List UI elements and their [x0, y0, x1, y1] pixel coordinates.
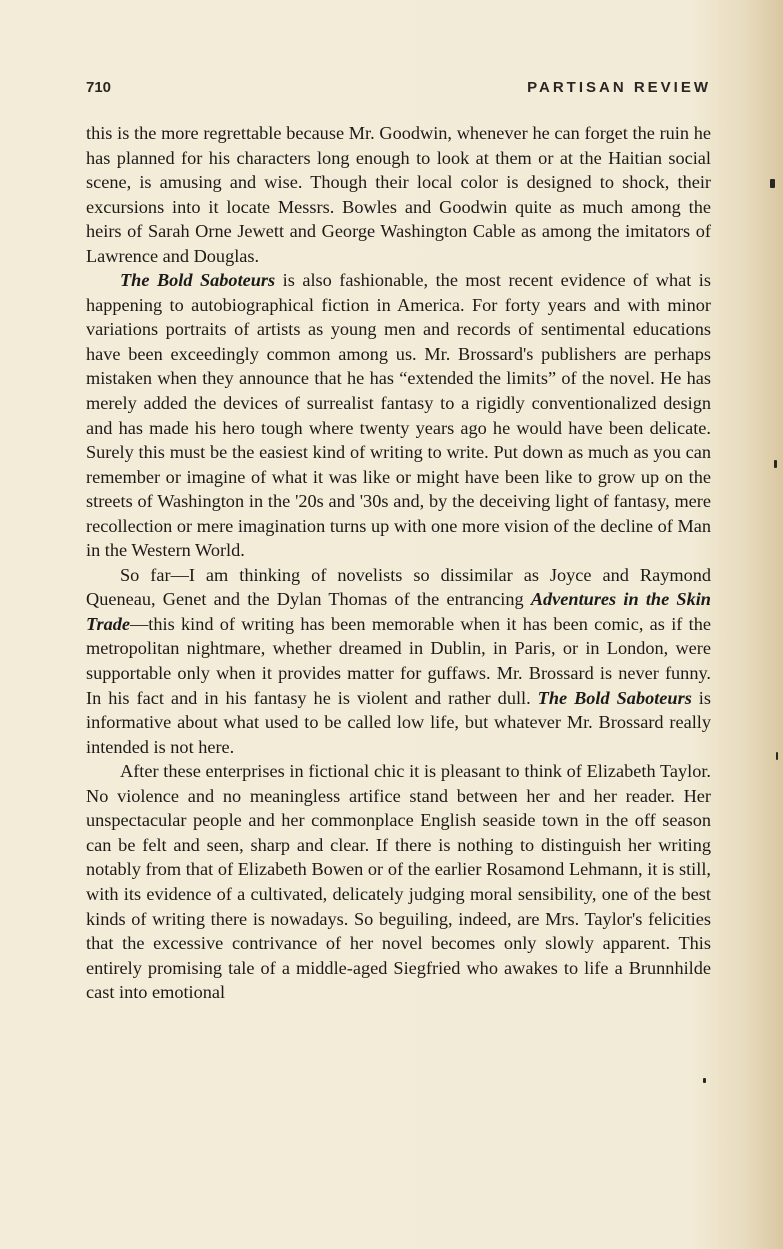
paragraph-2 — [86, 268, 711, 563]
article-body — [86, 121, 711, 1005]
paragraph-text: After these enterprises in fictional chic it is pleasant to think of Elizabeth Taylor. No violence and no meaningless artifice stand between her and her reader. Her unspectacular people and her commonplace English seaside town in the off season can be felt and seen, sharp and clear. If there is nothing to distinguish her writing notably from that of Elizabeth Bowen or of the earlier Rosamond Lehmann, it is still, with its evidence of a cultivated, delicately judging moral sensibility, one of the best kinds of writing there is nowadays. So beguiling, indeed, are Mrs. Taylor's felicities that the excessive contrivance of her novel becomes only slowly apparent. This entirely promising tale of a middle-aged Siegfried who awakes to life a Brunnhilde cast into emotional — [86, 761, 711, 1003]
margin-speck — [776, 752, 778, 760]
journal-title: PARTISAN REVIEW — [527, 79, 711, 96]
paragraph-4 — [86, 759, 711, 1004]
book-title-italic: The Bold Saboteurs — [120, 270, 276, 291]
margin-speck — [703, 1078, 706, 1083]
paragraph-3 — [86, 563, 711, 759]
paragraph-1 — [86, 121, 711, 268]
margin-speck — [774, 460, 777, 468]
book-title-italic: Adventures in the Skin Trade — [86, 589, 711, 634]
page-number: 710 — [86, 79, 112, 96]
paragraph-text: So far—I am thinking of novelists so dissimilar as Joyce and Raymond Queneau, Genet and the Dylan Thomas of the entrancing — [86, 564, 711, 610]
book-title-italic: The Bold Saboteurs — [537, 687, 692, 708]
running-header — [86, 79, 711, 96]
paragraph-text: this is the more regrettable because Mr. Goodwin, whenever he can forget the ruin he has planned for his characters long enough to look at them or at the Haitian social scene, is amusing and wise. Though their local color is designed to shock, their excursions into it locate Messrs. Bowles and Goodwin quite as much among the heirs of Sarah Orne Jewett and George Washington Cable as among the imitators of Lawrence and Douglas. — [86, 123, 711, 266]
paragraph-text: —this kind of writing has been memorable when it has been comic, as if the metropolitan nightmare, whether dreamed in Dublin, in Paris, or in London, were supportable only when it provides matter for guffaws. Mr. Brossard is never funny. In his fact and in his fantasy he is violent and rather dull. — [86, 613, 711, 708]
margin-speck — [770, 179, 775, 188]
paragraph-text: is also fashionable, the most recent evidence of what is happening to autobiographical fiction in America. For forty years and with minor variations portraits of artists as young men and records of sentimental educations have been exceedingly common among us. Mr. Brossard's publishers are perhaps mistaken when they announce that he has “extended the limits” of the novel. He has merely added the devices of surrealist fantasy to a rigidly conventionalized design and has made his hero tough where twenty years ago he would have been delicate. Surely this must be the easiest kind of writing to write. Put down as much as you can remember or imagine of what it was like or might have been like to grow up on the streets of Washington in the '20s and '30s and, by the deceiving light of fantasy, mere recollection or mere imagination turns up with one more vision of the decline of Man in the Western World. — [86, 270, 711, 561]
paragraph-text: is informative about what used to be called low life, but whatever Mr. Brossard really intended is not here. — [86, 687, 711, 757]
